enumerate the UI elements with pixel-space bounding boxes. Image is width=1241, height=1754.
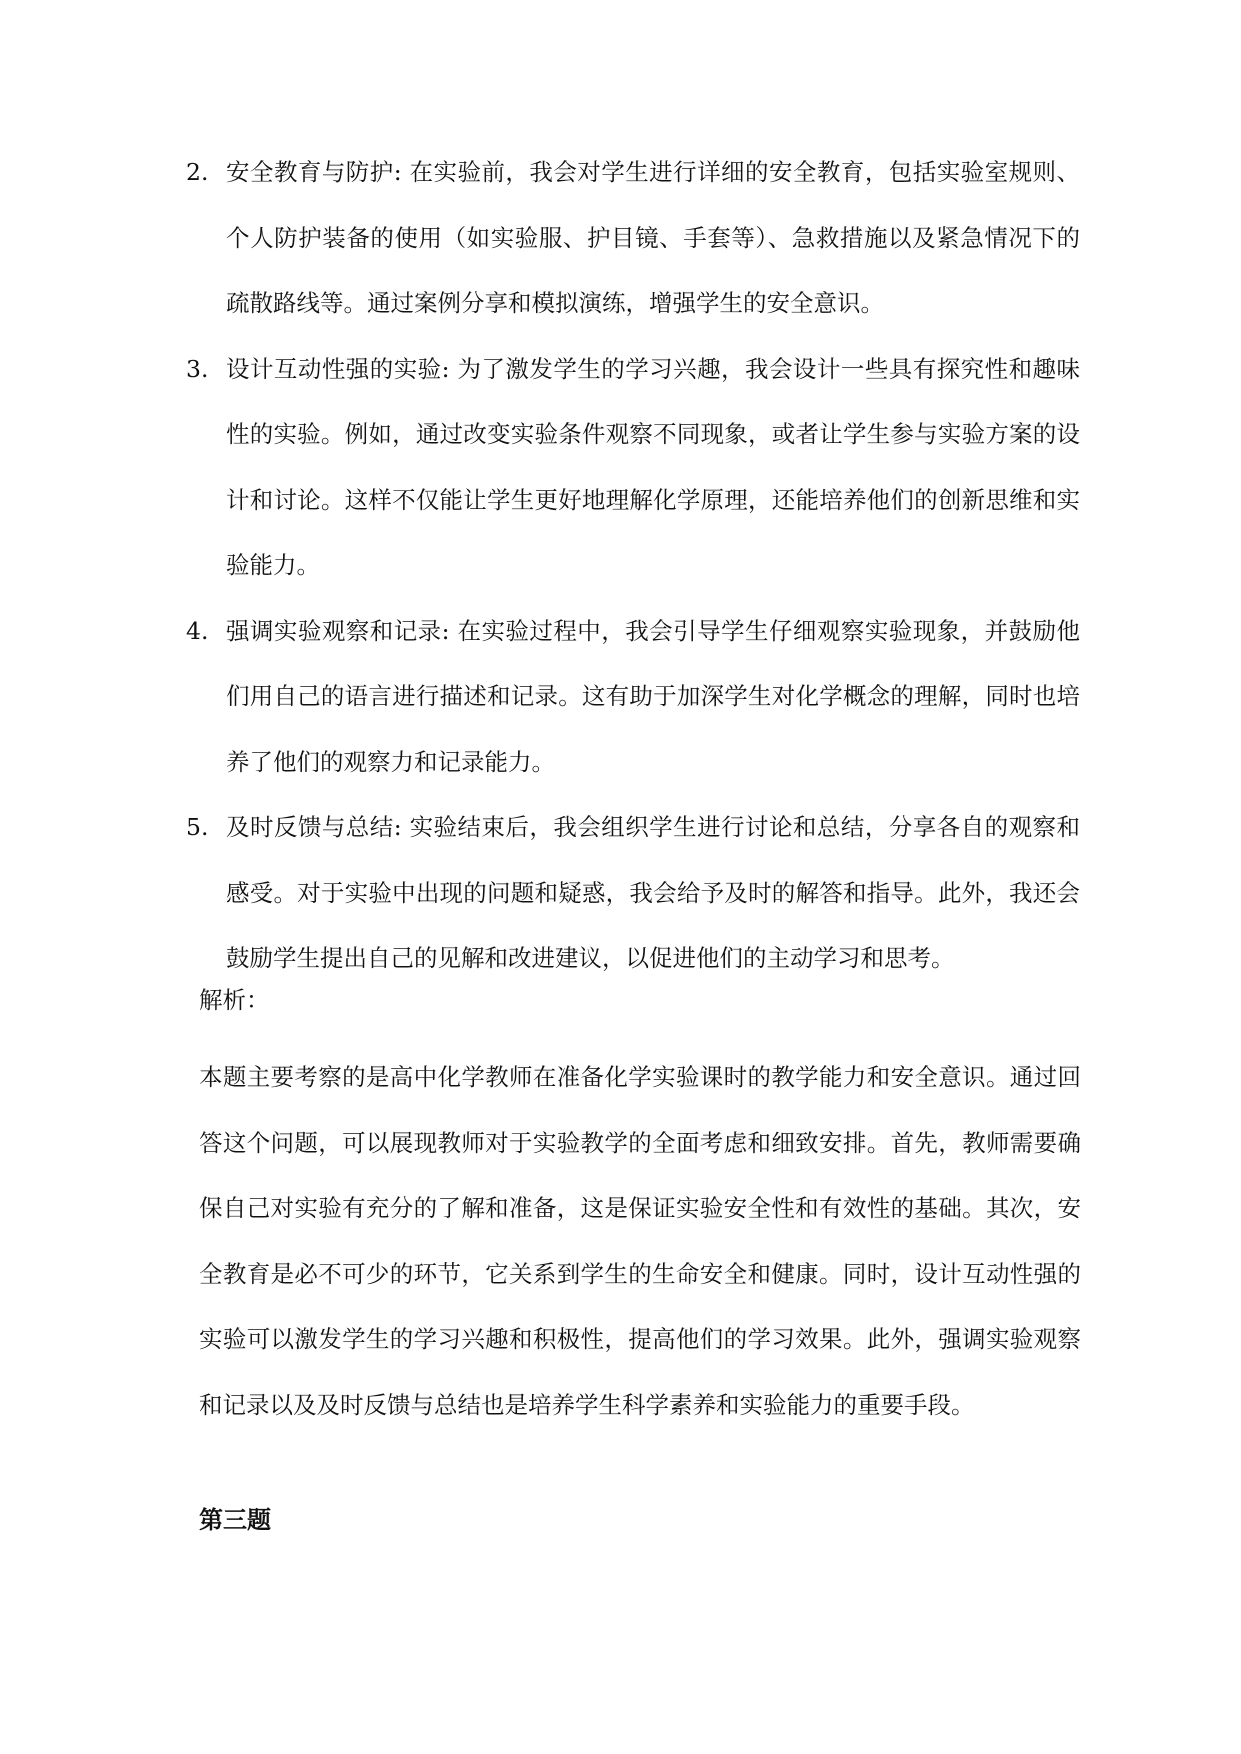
item-number: 4. [186,616,209,645]
analysis-paragraph: 本题主要考察的是高中化学教师在准备化学实验课时的教学能力和安全意识。通过回答这个问题，可以展现教师对于实验教学的全面考虑和细致安排。首先，教师需要确保自己对实验有充分的了解和准备，这是保证实验安全性和有效性的基础。其次，安全教育是必不可少的环节，它关系到学生的生命安全和健康。同时，设计互动性强的实验可以激发学生的学习兴趣和积极性，提高他们的学习效果。此外，强调实验观察和记录以及及时反馈与总结也是培养学生科学素养和实验能力的重要手段。 [199,1063,1081,1419]
list-item [180,795,1080,992]
item-text: 及时反馈与总结: 实验结束后，我会组织学生进行讨论和总结，分享各自的观察和感受。对于实验中出现的问题和疑惑，我会给予及时的解答和指导。此外，我还会鼓励学生提出自己的见解和改进建议，以促进他们的主动学习和思考。 [226,813,1080,972]
section-title: 第三题 [199,1505,271,1534]
item-number: 2. [186,158,209,186]
answer-list [180,140,1080,992]
list-item [180,599,1080,796]
analysis-label: 解析： [199,986,270,1014]
list-item [180,337,1080,599]
item-number: 3. [186,354,209,383]
item-text: 设计互动性强的实验: 为了激发学生的学习兴趣，我会设计一些具有探究性和趣味性的实验。例如，通过改变实验条件观察不同现象，或者让学生参与实验方案的设计和讨论。这样不仅能让学生更好地理解化学原理，还能培养他们的创新思维和实验能力。 [226,354,1080,579]
list-item [180,140,1080,337]
item-text: 强调实验观察和记录: 在实验过程中，我会引导学生仔细观察实验现象，并鼓励他们用自己的语言进行描述和记录。这有助于加深学生对化学概念的理解，同时也培养了他们的观察力和记录能力。 [226,616,1080,776]
item-text: 安全教育与防护: 在实验前，我会对学生进行详细的安全教育，包括实验室规则、个人防护装备的使用（如实验服、护目镜、手套等）、急救措施以及紧急情况下的疏散路线等。通过案例分享和模拟演练，增强学生的安全意识。 [226,158,1080,317]
item-number: 5. [186,813,209,841]
